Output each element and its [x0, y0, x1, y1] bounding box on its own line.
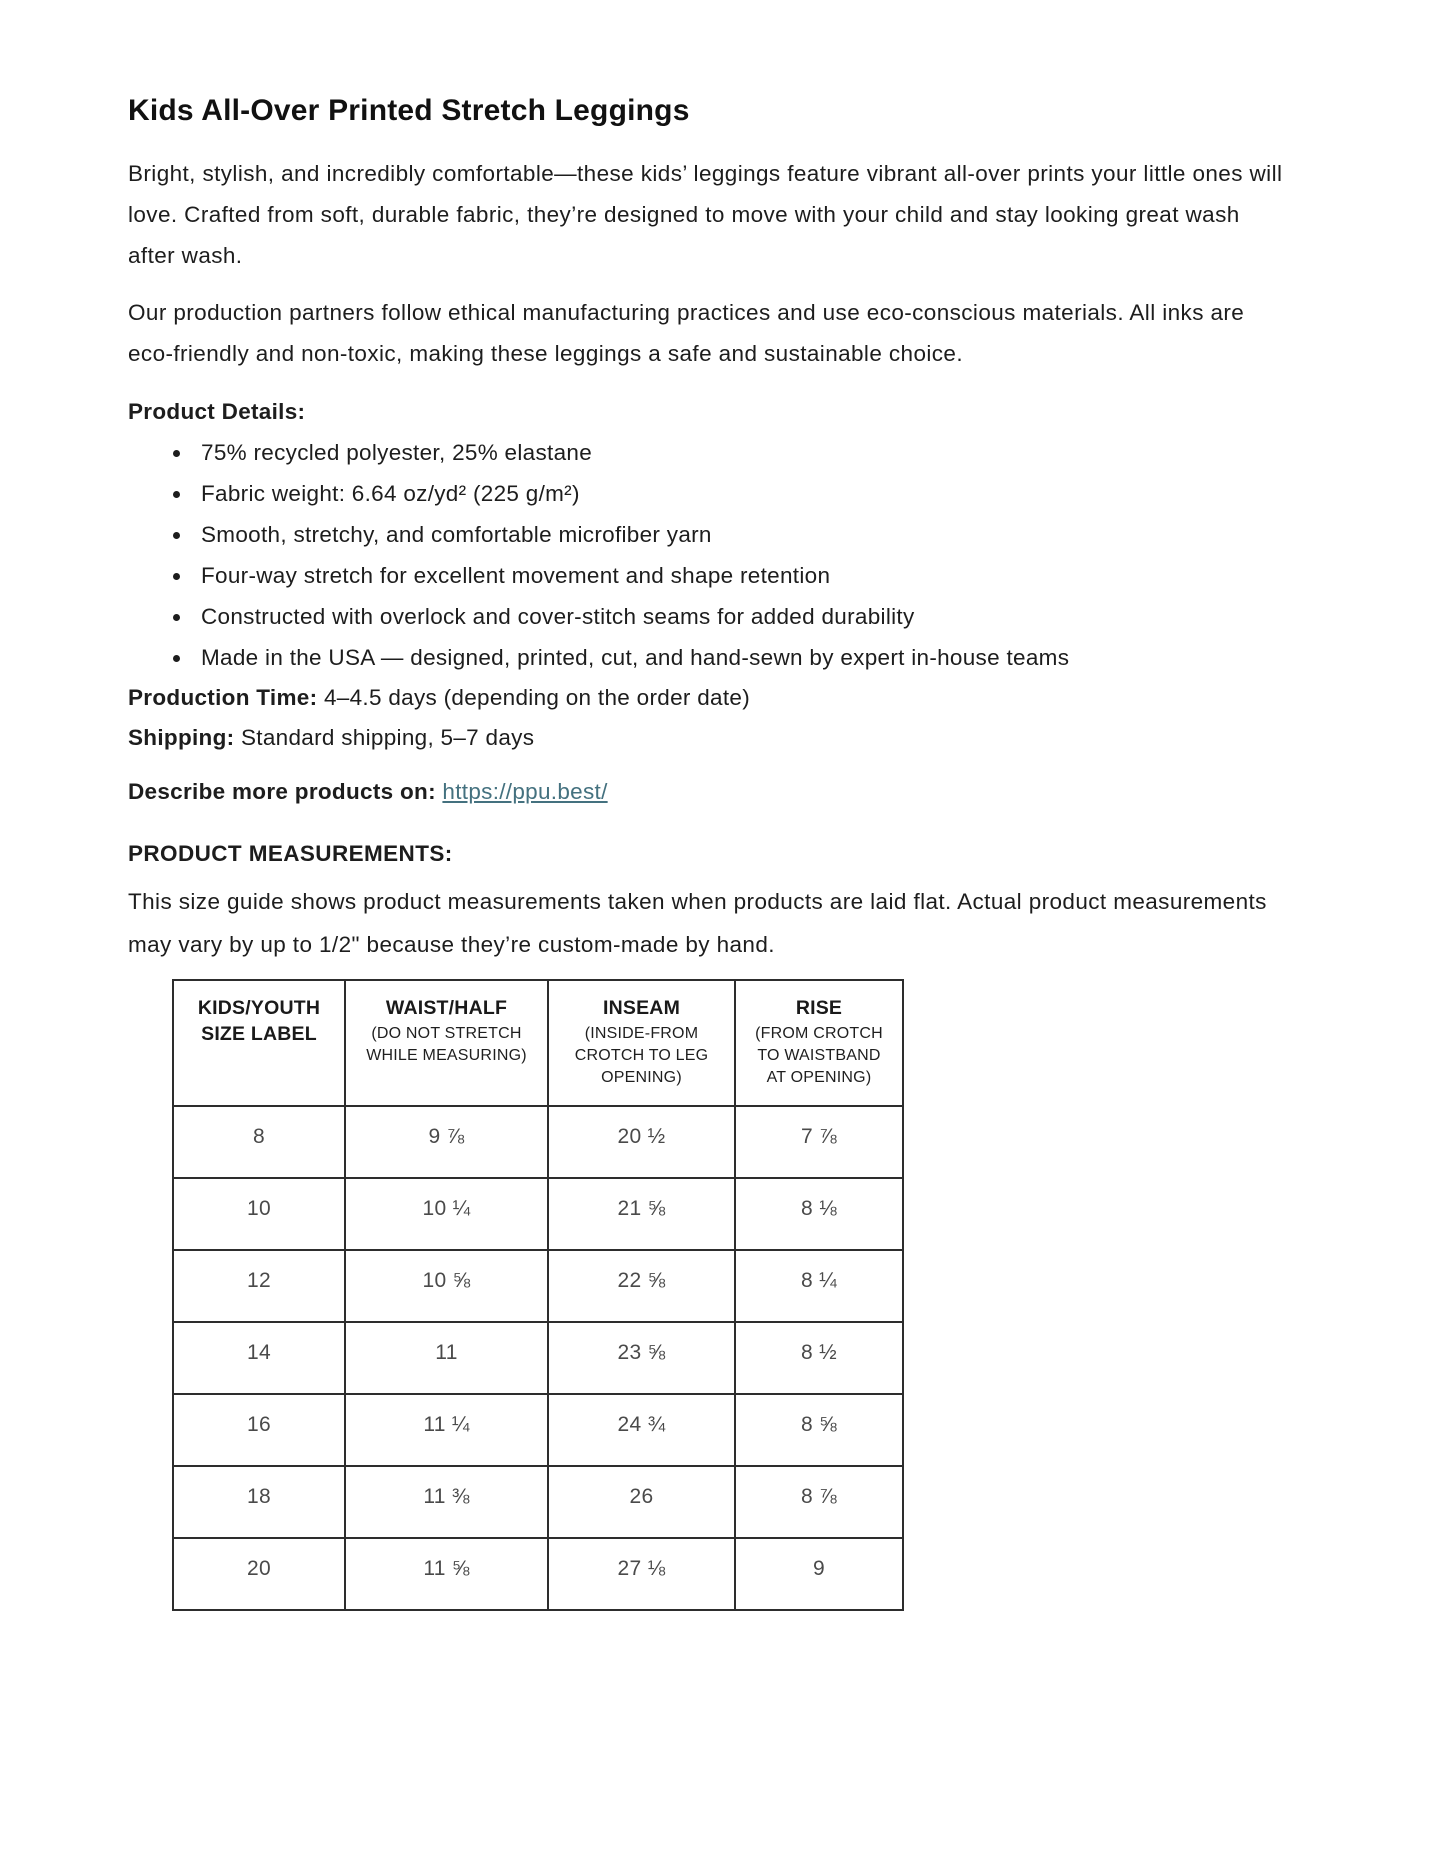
table-cell: 11 ⅜	[345, 1466, 548, 1538]
table-cell: 11	[345, 1322, 548, 1394]
table-cell: 8 ¼	[735, 1250, 903, 1322]
table-cell: 8 ⅝	[735, 1394, 903, 1466]
product-details-heading: Product Details:	[128, 399, 306, 424]
col-subtitle: (DO NOT STRETCH WHILE MEASURING)	[366, 1025, 527, 1064]
table-cell: 26	[548, 1466, 735, 1538]
col-header-size-label	[173, 980, 345, 1106]
shipping-line	[128, 718, 1315, 758]
more-products-label: Describe more products on:	[128, 779, 436, 804]
table-cell: 8 ½	[735, 1322, 903, 1394]
table-cell: 24 ¾	[548, 1394, 735, 1466]
more-products-line	[128, 772, 1315, 812]
shipping-value: Standard shipping, 5–7 days	[234, 725, 535, 750]
list-item: Fabric weight: 6.64 oz/yd² (225 g/m²)	[128, 473, 1315, 514]
table-cell: 10 ¼	[345, 1178, 548, 1250]
col-header-waist	[345, 980, 548, 1106]
table-cell: 9 ⅞	[345, 1106, 548, 1178]
list-item: Made in the USA — designed, printed, cut, and hand-sewn by expert in-house teams	[128, 637, 1315, 678]
size-guide-table	[172, 979, 904, 1611]
list-item: Constructed with overlock and cover-stitch seams for added durability	[128, 596, 1315, 637]
size-table-header	[173, 980, 903, 1106]
table-cell: 8 ⅞	[735, 1466, 903, 1538]
table-row	[173, 1394, 903, 1466]
table-row	[173, 1322, 903, 1394]
production-time-value: 4–4.5 days (depending on the order date)	[317, 685, 751, 710]
table-cell: 11 ⅝	[345, 1538, 548, 1610]
intro-paragraph-2: Our production partners follow ethical manufacturing practices and use eco-conscious materials. All inks are eco-friendly and non-toxic, making these leggings a safe and sustainable choice.	[128, 300, 1245, 366]
table-row	[173, 1178, 903, 1250]
table-cell: 9	[735, 1538, 903, 1610]
product-details-list	[128, 432, 1315, 678]
list-item: 75% recycled polyester, 25% elastane	[128, 432, 1315, 473]
col-title: RISE	[795, 997, 843, 1019]
table-row	[173, 1250, 903, 1322]
table-cell: 14	[173, 1322, 345, 1394]
size-guide-note: This size guide shows product measurements taken when products are laid flat. Actual product measurements may vary by up to 1/2" because they’re custom-made by hand.	[128, 889, 1267, 957]
table-cell: 20 ½	[548, 1106, 735, 1178]
table-cell: 8 ⅛	[735, 1178, 903, 1250]
col-subtitle: (FROM CROTCH TO WAISTBAND AT OPENING)	[755, 1025, 883, 1086]
table-row	[173, 1106, 903, 1178]
table-cell: 10 ⅝	[345, 1250, 548, 1322]
list-item: Smooth, stretchy, and comfortable microfiber yarn	[128, 514, 1315, 555]
table-cell: 21 ⅝	[548, 1178, 735, 1250]
list-item: Four-way stretch for excellent movement and shape retention	[128, 555, 1315, 596]
header-row	[173, 980, 903, 1106]
ppu-best-link[interactable]: https://ppu.best/	[442, 779, 608, 804]
table-cell: 11 ¼	[345, 1394, 548, 1466]
col-title: WAIST/HALF	[385, 997, 508, 1019]
shipping-label: Shipping:	[128, 725, 235, 750]
measurements-heading: PRODUCT MEASUREMENTS:	[128, 841, 453, 866]
col-title: INSEAM	[602, 997, 681, 1019]
table-row	[173, 1466, 903, 1538]
intro-paragraph-1: Bright, stylish, and incredibly comfortable—these kids’ leggings feature vibrant all-over prints your little ones will love. Crafted from soft, durable fabric, they’re designed to move with your child and stay looking great wash after wash.	[128, 161, 1283, 268]
production-time-label: Production Time:	[128, 685, 318, 710]
table-cell: 23 ⅝	[548, 1322, 735, 1394]
table-cell: 8	[173, 1106, 345, 1178]
col-header-rise	[735, 980, 903, 1106]
col-subtitle: (INSIDE-FROM CROTCH TO LEG OPENING)	[574, 1025, 709, 1086]
table-cell: 12	[173, 1250, 345, 1322]
table-cell: 7 ⅞	[735, 1106, 903, 1178]
production-time-line	[128, 678, 1315, 718]
table-row	[173, 1538, 903, 1610]
table-cell: 27 ⅛	[548, 1538, 735, 1610]
table-cell: 22 ⅝	[548, 1250, 735, 1322]
col-title: KIDS/YOUTH SIZE LABEL	[197, 997, 321, 1045]
size-table-body	[173, 1106, 903, 1610]
table-cell: 10	[173, 1178, 345, 1250]
table-cell: 18	[173, 1466, 345, 1538]
table-cell: 16	[173, 1394, 345, 1466]
col-header-inseam	[548, 980, 735, 1106]
page-title: Kids All-Over Printed Stretch Leggings	[128, 94, 690, 127]
table-cell: 20	[173, 1538, 345, 1610]
